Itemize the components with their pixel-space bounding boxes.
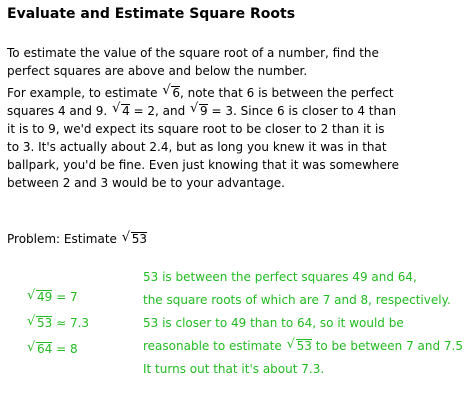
example-text: , note that 6 is between the perfect — [179, 86, 394, 100]
problem-statement — [7, 232, 147, 246]
square-root-53-inline — [287, 335, 312, 358]
radical-sign-icon: √ — [121, 230, 131, 245]
explanation-line: the square roots of which are 7 and 8, respectively. — [143, 293, 451, 307]
explanation-text: to be between 7 and 7.5 — [311, 339, 463, 353]
square-root-49 — [27, 290, 52, 304]
example-line: to 3. It's actually about 2.4, but as long you knew it was in that — [7, 140, 387, 154]
problem-label: Problem: Estimate — [7, 232, 121, 246]
radicand: 64 — [37, 342, 53, 356]
radical-sign-icon: √ — [286, 337, 295, 352]
root-value: ≈ 7.3 — [52, 316, 90, 330]
root-value: = 8 — [52, 342, 78, 356]
explanation-line: 53 is between the perfect squares 49 and 64, — [143, 270, 417, 284]
radical-sign-icon: √ — [27, 288, 36, 303]
radicand: 49 — [37, 290, 53, 304]
radicand: 53 — [296, 339, 312, 353]
square-root-64 — [27, 342, 52, 356]
example-line — [7, 102, 462, 120]
explanation-line — [143, 335, 463, 358]
radicand: 9 — [200, 104, 208, 118]
explanation-text: reasonable to estimate — [143, 339, 286, 353]
intro-line: To estimate the value of the square root of a number, find the — [7, 46, 379, 60]
square-root-9 — [190, 102, 208, 120]
root-53-equation — [26, 316, 89, 330]
example-line: ballpark, you'd be fine. Even just knowing that it was somewhere — [7, 158, 399, 172]
example-paragraph — [7, 84, 462, 192]
square-root-53-estimate — [27, 316, 52, 330]
radicand: 53 — [131, 232, 148, 246]
example-text: = 3. Since 6 is closer to 4 than — [207, 104, 397, 118]
radical-sign-icon: √ — [162, 83, 171, 98]
radicand: 53 — [37, 316, 53, 330]
intro-line: perfect squares are above and below the number. — [7, 64, 308, 78]
root-64-equation — [26, 342, 78, 356]
intro-paragraph — [7, 44, 462, 80]
example-line: between 2 and 3 would be to your advantage. — [7, 176, 285, 190]
solution-explanation — [143, 266, 463, 381]
radical-sign-icon: √ — [27, 340, 36, 355]
example-line — [7, 84, 462, 102]
square-root-4 — [112, 102, 130, 120]
root-49-equation — [26, 290, 78, 304]
square-root-6 — [162, 84, 180, 102]
example-text: = 2, and — [129, 104, 190, 118]
radicand: 6 — [172, 86, 180, 100]
example-line: it is to 9, we'd expect its square root to be closer to 2 than it is — [7, 122, 385, 136]
radical-sign-icon: √ — [112, 101, 121, 116]
example-text: For example, to estimate — [7, 86, 162, 100]
radicand: 4 — [122, 104, 130, 118]
explanation-line: It turns out that it's about 7.3. — [143, 362, 325, 376]
page-title: Evaluate and Estimate Square Roots — [7, 6, 296, 22]
square-root-53 — [122, 232, 147, 246]
root-value: = 7 — [52, 290, 78, 304]
radical-sign-icon: √ — [27, 314, 36, 329]
explanation-line: 53 is closer to 49 than to 64, so it would be — [143, 316, 404, 330]
example-text: squares 4 and 9. — [7, 104, 112, 118]
radical-sign-icon: √ — [190, 101, 199, 116]
